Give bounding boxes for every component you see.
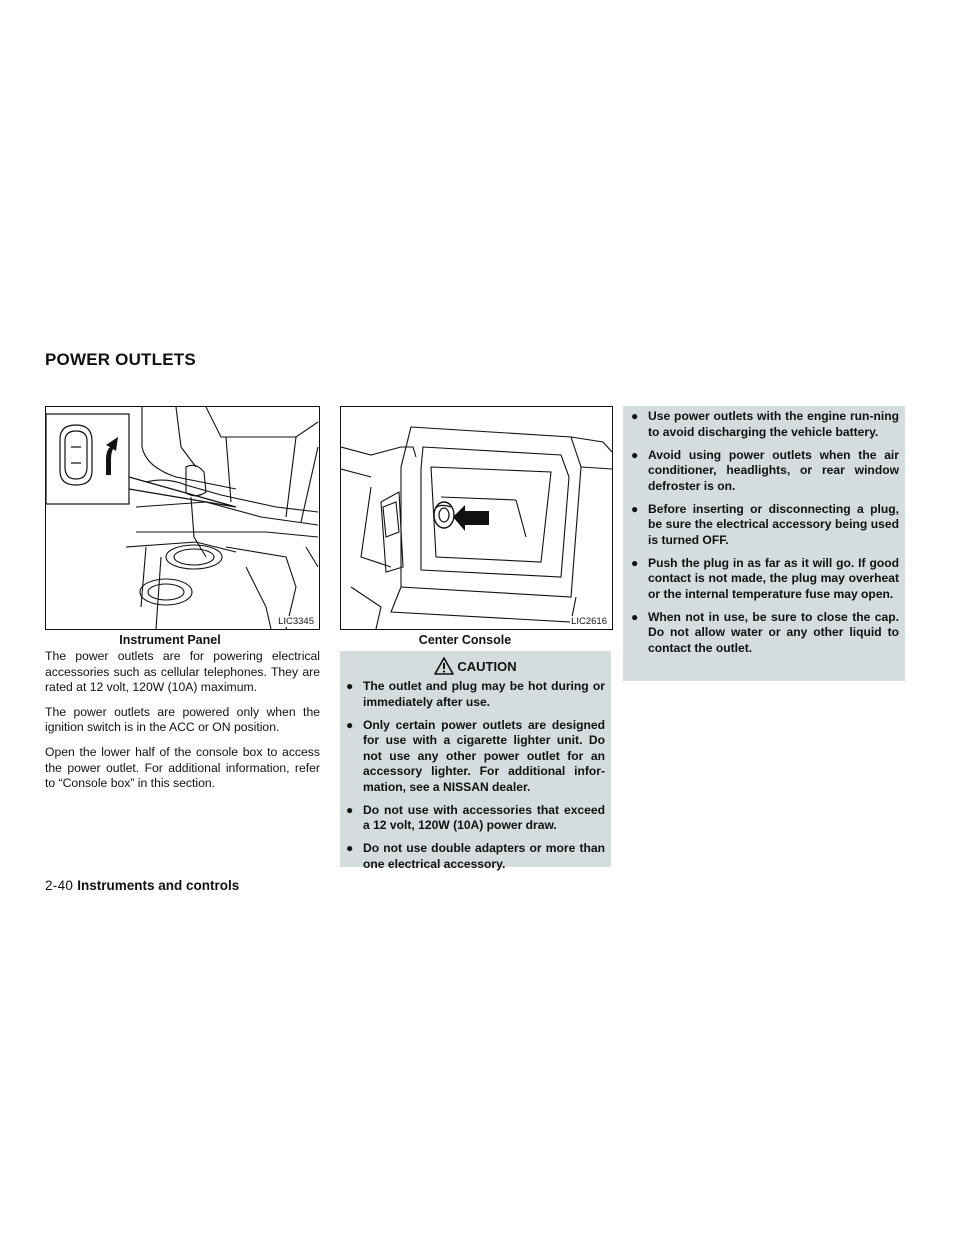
bullet-icon: ●: [346, 802, 354, 817]
caution-item: ● Use power outlets with the engine run-ning to avoid discharging the vehicle battery.: [631, 409, 899, 439]
bullet-icon: ●: [346, 717, 354, 732]
caution-item: ● The outlet and plug may be hot during or immediately after use.: [346, 679, 605, 709]
power-outlet-icon: [434, 502, 454, 528]
bullet-icon: ●: [631, 501, 639, 516]
paragraph: Open the lower half of the console box to access the power outlet. For additional information, refer to “Console box” in this section.: [45, 744, 320, 791]
pointer-arrow-icon: [453, 505, 489, 531]
warning-triangle-icon: [434, 657, 454, 675]
bullet-icon: ●: [346, 679, 354, 693]
caution-heading: [340, 653, 611, 679]
figure-caption: Center Console: [418, 633, 512, 647]
body-text: [45, 649, 320, 801]
caution-box: [340, 651, 611, 871]
center-console-figure: [340, 406, 613, 630]
instrument-panel-illustration: [46, 407, 319, 629]
figure-code: LIC3345: [278, 616, 314, 627]
figure-code: LIC2616: [571, 616, 607, 627]
bullet-icon: ●: [631, 555, 639, 570]
caution-item: ● Do not use with accessories that exceed a 12 volt, 120W (10A) power draw.: [346, 802, 605, 832]
section-title: POWER OUTLETS: [45, 350, 196, 369]
paragraph: The power outlets are powered only when the ignition switch is in the ACC or ON position.: [45, 704, 320, 735]
caution-item: ● Avoid using power outlets when the air conditioner, headlights, or rear window defroster is on.: [631, 447, 899, 493]
page-footer: [45, 878, 239, 893]
center-console-illustration: [341, 407, 612, 629]
bullet-icon: ●: [631, 609, 639, 624]
bullet-icon: ●: [631, 409, 639, 423]
chapter-title: Instruments and controls: [77, 878, 240, 893]
paragraph: The power outlets are for powering electrical accessories such as cellular telephones. They are rated at 12 volt, 120W (10A) maximum.: [45, 649, 320, 695]
page-number: 2-40: [45, 878, 74, 893]
caution-item: ● Do not use double adapters or more than one electrical accessory.: [346, 841, 605, 871]
instrument-panel-figure: [45, 406, 320, 630]
caution-title: CAUTION: [457, 658, 517, 674]
bullet-icon: ●: [631, 447, 639, 462]
caution-item: ● Push the plug in as far as it will go. If good contact is not made, the plug may overheat or the internal temperature fuse may open.: [631, 555, 899, 601]
caution-continued-box: [623, 406, 905, 681]
caution-item: ● When not in use, be sure to close the cap. Do not allow water or any other liquid to contact the outlet.: [631, 609, 899, 655]
bullet-icon: ●: [346, 841, 354, 855]
caution-item: ● Only certain power outlets are designed for use with a cigarette lighter unit. Do not use any other power outlet for an accessory lighter. For additional infor-mation, see a NISSAN dealer.: [346, 717, 605, 794]
caution-item: ● Before inserting or disconnecting a plug, be sure the electrical accessory being used is turned OFF.: [631, 501, 899, 547]
figure-caption: Instrument Panel: [119, 633, 221, 647]
